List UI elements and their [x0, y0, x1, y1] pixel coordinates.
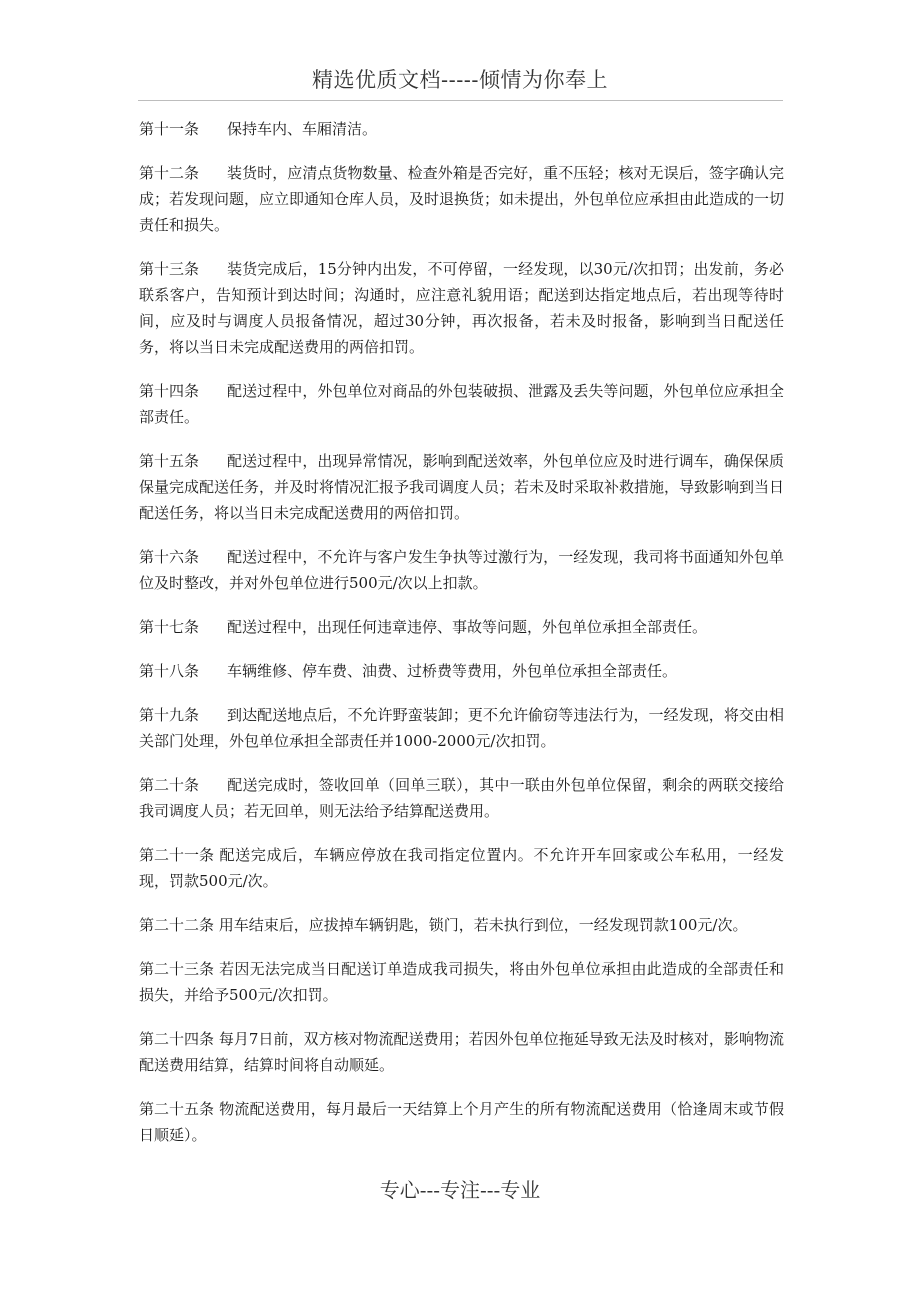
clause-18	[139, 658, 784, 684]
clause-number: 第十四条	[139, 382, 200, 400]
clause-text: 配送过程中，不允许与客户发生争执等过激行为，一经发现，我司将书面通知外包单位及时整改，并对外包单位进行500元/次以上扣款。	[139, 548, 784, 592]
clause-number: 第十二条	[139, 164, 200, 182]
clause-text: 装货时，应清点货物数量、检查外箱是否完好，重不压轻；核对无误后，签字确认完成；若发现问题，应立即通知仓库人员，及时退换货；如未提出，外包单位应承担由此造成的一切责任和损失。	[139, 164, 785, 234]
clause-number: 第二十四条	[139, 1030, 215, 1048]
clause-text: 车辆维修、停车费、油费、过桥费等费用，外包单位承担全部责任。	[227, 662, 678, 680]
clause-text: 到达配送地点后，不允许野蛮装卸；更不允许偷窃等违法行为，一经发现，将交由相关部门处理，外包单位承担全部责任并1000-2000元/次扣罚。	[139, 706, 784, 750]
clause-text: 配送过程中，出现任何违章违停、事故等问题，外包单位承担全部责任。	[227, 618, 708, 636]
clause-number: 第十九条	[139, 706, 200, 724]
clause-16	[139, 544, 784, 596]
clause-number: 第十五条	[139, 452, 200, 470]
clause-text: 装货完成后，15分钟内出发，不可停留，一经发现，以30元/次扣罚；出发前，务必联系客户，告知预计到达时间；沟通时，应注意礼貌用语；配送到达指定地点后，若出现等待时间，应及时与调度人员报备情况，超过30分钟，再次报备，若未及时报备，影响到当日配送任务，将以当日未完成配送费用的两倍扣罚。	[139, 260, 784, 356]
clause-14	[139, 378, 784, 430]
clause-19	[139, 702, 784, 754]
clause-25	[139, 1096, 784, 1148]
page-footer-text: 专心---专注---专业	[379, 1178, 541, 1202]
clause-text: 配送完成时，签收回单（回单三联），其中一联由外包单位保留，剩余的两联交接给我司调度人员；若无回单，则无法给予结算配送费用。	[139, 776, 784, 820]
clause-23	[139, 956, 784, 1008]
clause-number: 第十一条	[139, 120, 200, 138]
clause-number: 第二十三条	[139, 960, 215, 978]
clause-number: 第二十五条	[139, 1100, 215, 1118]
page-header-title: 精选优质文档-----倾情为你奉上	[312, 68, 608, 92]
clause-list	[139, 116, 784, 1166]
clause-text: 用车结束后，应拔掉车辆钥匙，锁门，若未执行到位，一经发现罚款100元/次。	[218, 916, 748, 934]
clause-text: 物流配送费用，每月最后一天结算上个月产生的所有物流配送费用（恰逢周末或节假日顺延）。	[139, 1100, 784, 1144]
clause-number: 第二十二条	[139, 916, 215, 934]
clause-15	[139, 448, 784, 526]
clause-text: 配送过程中，出现异常情况，影响到配送效率，外包单位应及时进行调车，确保保质保量完成配送任务，并及时将情况汇报予我司调度人员；若未及时采取补救措施，导致影响到当日配送任务，将以当日未完成配送费用的两倍扣罚。	[139, 452, 785, 522]
clause-text: 若因无法完成当日配送订单造成我司损失，将由外包单位承担由此造成的全部责任和损失，并给予500元/次扣罚。	[139, 960, 784, 1004]
clause-number: 第十八条	[139, 662, 200, 680]
clause-text: 保持车内、车厢清洁。	[227, 120, 378, 138]
clause-17	[139, 614, 784, 640]
clause-number: 第十三条	[139, 260, 200, 278]
clause-22	[139, 912, 784, 938]
header-divider	[138, 100, 783, 101]
clause-11	[139, 116, 784, 142]
clause-text: 每月7日前，双方核对物流配送费用；若因外包单位拖延导致无法及时核对，影响物流配送费用结算，结算时间将自动顺延。	[139, 1030, 784, 1074]
clause-13	[139, 256, 784, 360]
clause-12	[139, 160, 784, 238]
clause-number: 第十六条	[139, 548, 200, 566]
clause-number: 第十七条	[139, 618, 200, 636]
clause-number: 第二十条	[139, 776, 200, 794]
clause-text: 配送完成后，车辆应停放在我司指定位置内。不允许开车回家或公车私用，一经发现，罚款500元/次。	[139, 846, 784, 890]
clause-text: 配送过程中，外包单位对商品的外包装破损、泄露及丢失等问题，外包单位应承担全部责任。	[139, 382, 784, 426]
clause-number: 第二十一条	[139, 846, 215, 864]
clause-24	[139, 1026, 784, 1078]
clause-21	[139, 842, 784, 894]
clause-20	[139, 772, 784, 824]
